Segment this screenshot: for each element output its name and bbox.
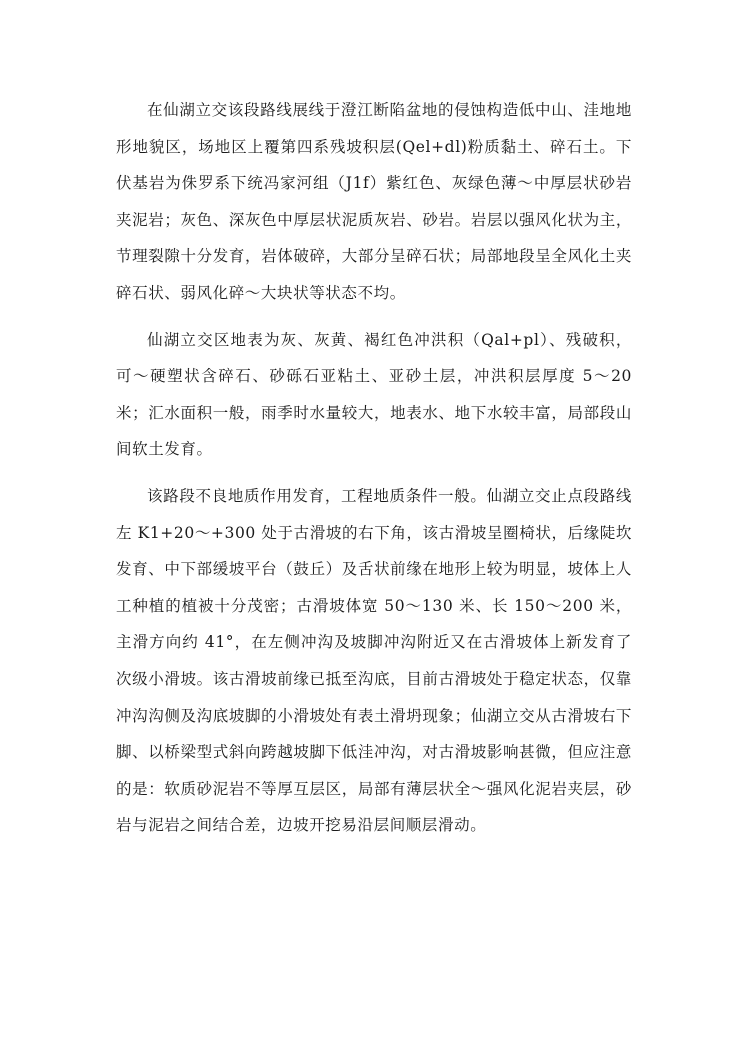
paragraph-geology-overview: 在仙湖立交该段路线展线于澄江断陷盆地的侵蚀构造低中山、洼地地形地貌区，场地区上覆第四系残坡积层(Qel+dl)粉质黏土、碎石土。下伏基岩为侏罗系下统冯家河组（J1f）紫红色、灰绿色薄～中厚层状砂岩夹泥岩；灰色、深灰色中厚层状泥质灰岩、砂岩。岩层以强风化状为主，节理裂隙十分发育，岩体破碎，大部分呈碎石状；局部地段呈全风化土夹碎石状、弱风化碎～大块状等状态不均。 [116,101,632,302]
paragraph-surface-deposits: 仙湖立交区地表为灰、灰黄、褐红色冲洪积（Qal+pl）、残破积，可～硬塑状含碎石、砂砾石亚粘土、亚砂土层，冲洪积层厚度 5～20 米；汇水面积一般，雨季时水量较大，地表水、地下水较丰富，局部段山间软土发育。 [116,330,632,459]
document-body [116,92,632,854]
paragraph-adverse-geology: 该路段不良地质作用发育，工程地质条件一般。仙湖立交止点段路线左 K1+20～+300 处于古滑坡的右下角，该古滑坡呈圈椅状，后缘陡坎发育、中下部缓坡平台（鼓丘）及舌状前缘在地形上较为明显，坡体上人工种植的植被十分茂密；古滑坡体宽 50～130 米、长 150～200 米，主滑方向约 41°，在左侧冲沟及坡脚冲沟附近又在古滑坡体上新发育了次级小滑坡。该古滑坡前缘已抵至沟底，目前古滑坡处于稳定状态，仅靠冲沟沟侧及沟底坡脚的小滑坡处有表土滑坍现象；仙湖立交从古滑坡右下脚、以桥梁型式斜向跨越坡脚下低洼冲沟，对古滑坡影响甚微，但应注意的是：软质砂泥岩不等厚互层区，局部有薄层状全～强风化泥岩夹层，砂岩与泥岩之间结合差，边坡开挖易沿层间顺层滑动。 [116,486,632,835]
